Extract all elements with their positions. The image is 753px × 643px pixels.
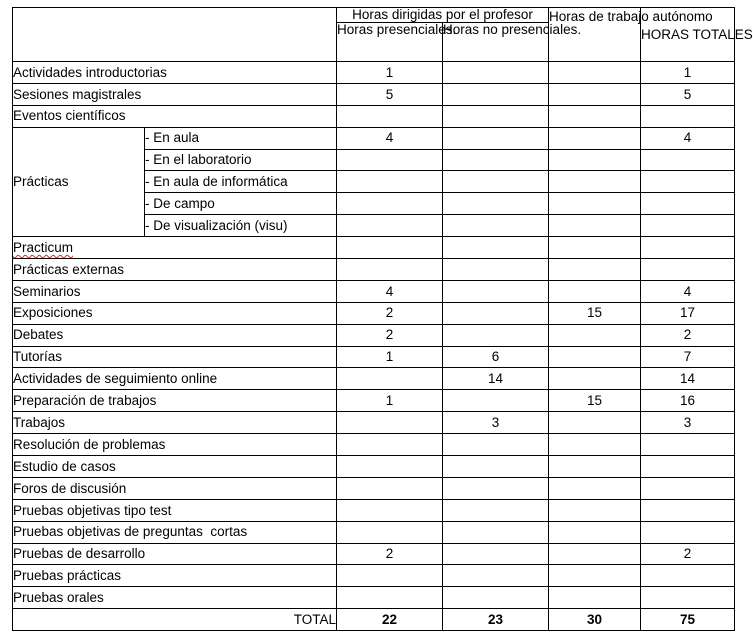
table-row	[13, 456, 735, 478]
cell-total	[641, 237, 735, 259]
cell-total	[641, 193, 735, 215]
cell-autonomo	[549, 477, 641, 499]
practicum-label: Practicum	[13, 239, 74, 255]
cell-presenciales	[337, 171, 443, 193]
table-row	[13, 368, 735, 390]
cell-no-presenciales	[443, 215, 549, 237]
cell-total: 2	[641, 324, 735, 346]
sub-row-label: - En aula	[145, 127, 337, 149]
cell-total	[641, 456, 735, 478]
cell-autonomo	[549, 346, 641, 368]
cell-no-presenciales	[443, 127, 549, 149]
cell-total	[641, 149, 735, 171]
table-row	[13, 105, 735, 127]
row-label: Pruebas objetivas tipo test	[13, 499, 337, 521]
cell-no-presenciales	[443, 302, 549, 324]
hours-table-body	[13, 7, 753, 631]
table-row	[13, 390, 735, 412]
cell-no-presenciales	[443, 456, 549, 478]
cell-no-presenciales	[443, 62, 549, 84]
cell-autonomo	[549, 105, 641, 127]
cell-autonomo	[549, 215, 641, 237]
cell-autonomo	[549, 543, 641, 565]
cell-no-presenciales	[443, 499, 549, 521]
cell-no-presenciales	[443, 280, 549, 302]
header-row-1	[13, 8, 735, 23]
table-row	[13, 259, 735, 281]
cell-autonomo	[549, 83, 641, 105]
table-row	[13, 302, 735, 324]
row-label: Sesiones magistrales	[13, 83, 337, 105]
cell-total: 1	[641, 62, 735, 84]
total-total: 75	[641, 609, 735, 631]
cell-no-presenciales	[443, 193, 549, 215]
total-label: TOTAL	[13, 609, 337, 631]
row-label	[13, 237, 337, 259]
hours-table	[12, 7, 753, 631]
cell-total: 14	[641, 368, 735, 390]
header-no-presenciales-cell: Horas no presenciales.	[443, 23, 549, 62]
row-label: Actividades de seguimiento online	[13, 368, 337, 390]
cell-autonomo: 15	[549, 302, 641, 324]
total-no-presenciales: 23	[443, 609, 549, 631]
table-row	[13, 127, 735, 149]
cell-no-presenciales	[443, 105, 549, 127]
cell-no-presenciales	[443, 565, 549, 587]
cell-presenciales	[337, 587, 443, 609]
cell-presenciales	[337, 105, 443, 127]
cell-autonomo	[549, 259, 641, 281]
cell-no-presenciales	[443, 259, 549, 281]
cell-no-presenciales	[443, 390, 549, 412]
cell-no-presenciales	[443, 324, 549, 346]
header-presenciales-cell: Horas presenciales.	[337, 23, 443, 62]
total-presenciales: 22	[337, 609, 443, 631]
cell-autonomo	[549, 499, 641, 521]
cell-total: 5	[641, 83, 735, 105]
total-row	[13, 609, 735, 631]
table-row	[13, 587, 735, 609]
cell-autonomo	[549, 280, 641, 302]
cell-total: 3	[641, 412, 735, 434]
cell-no-presenciales	[443, 237, 549, 259]
cell-presenciales	[337, 149, 443, 171]
cell-presenciales	[337, 237, 443, 259]
cell-presenciales	[337, 565, 443, 587]
cell-presenciales: 1	[337, 62, 443, 84]
row-label: Preparación de trabajos	[13, 390, 337, 412]
cell-autonomo	[549, 149, 641, 171]
row-label: Tutorías	[13, 346, 337, 368]
cell-presenciales	[337, 521, 443, 543]
row-label: Exposiciones	[13, 302, 337, 324]
cell-autonomo	[549, 434, 641, 456]
row-label: Pruebas objetivas de preguntas cortas	[13, 521, 337, 543]
cell-no-presenciales	[443, 83, 549, 105]
row-label: Debates	[13, 324, 337, 346]
cell-presenciales: 2	[337, 302, 443, 324]
table-row	[13, 412, 735, 434]
cell-presenciales	[337, 259, 443, 281]
cell-presenciales: 2	[337, 543, 443, 565]
table-row	[13, 237, 735, 259]
cell-total: 17	[641, 302, 735, 324]
row-label: Pruebas orales	[13, 587, 337, 609]
cell-no-presenciales	[443, 587, 549, 609]
cell-no-presenciales	[443, 434, 549, 456]
cell-no-presenciales: 3	[443, 412, 549, 434]
cell-total	[641, 105, 735, 127]
cell-total	[641, 171, 735, 193]
cell-total	[641, 434, 735, 456]
table-row	[13, 324, 735, 346]
table-row	[13, 565, 735, 587]
table-row	[13, 434, 735, 456]
table-row	[13, 521, 735, 543]
row-label: Seminarios	[13, 280, 337, 302]
cell-autonomo	[549, 127, 641, 149]
cell-total: 7	[641, 346, 735, 368]
sub-row-label: - En aula de informática	[145, 171, 337, 193]
table-row	[13, 62, 735, 84]
header-empty-cell	[13, 8, 337, 62]
cell-presenciales	[337, 193, 443, 215]
cell-autonomo	[549, 587, 641, 609]
cell-no-presenciales	[443, 521, 549, 543]
cell-presenciales	[337, 215, 443, 237]
table-row	[13, 543, 735, 565]
cell-presenciales	[337, 456, 443, 478]
sub-row-label: - De visualización (visu)	[145, 215, 337, 237]
row-label: Prácticas externas	[13, 259, 337, 281]
row-label: Trabajos	[13, 412, 337, 434]
cell-total: 16	[641, 390, 735, 412]
cell-total	[641, 477, 735, 499]
cell-total	[641, 587, 735, 609]
header-autonomo-cell: Horas de trabajo autónomo	[549, 8, 641, 62]
header-totales-cell: HORAS TOTALES	[641, 8, 735, 62]
cell-no-presenciales	[443, 477, 549, 499]
cell-presenciales: 5	[337, 83, 443, 105]
cell-presenciales	[337, 499, 443, 521]
cell-no-presenciales	[443, 149, 549, 171]
row-label: Foros de discusión	[13, 477, 337, 499]
cell-presenciales	[337, 434, 443, 456]
table-row	[13, 83, 735, 105]
cell-presenciales: 1	[337, 346, 443, 368]
cell-no-presenciales: 6	[443, 346, 549, 368]
sub-row-label: - En el laboratorio	[145, 149, 337, 171]
cell-total	[641, 521, 735, 543]
cell-total: 4	[641, 280, 735, 302]
cell-autonomo	[549, 62, 641, 84]
cell-autonomo	[549, 193, 641, 215]
cell-no-presenciales	[443, 171, 549, 193]
row-label: Pruebas de desarrollo	[13, 543, 337, 565]
cell-total	[641, 499, 735, 521]
table-row	[13, 280, 735, 302]
cell-total	[641, 215, 735, 237]
cell-presenciales	[337, 412, 443, 434]
cell-autonomo: 15	[549, 390, 641, 412]
practicas-label: Prácticas	[13, 127, 145, 236]
row-label: Resolución de problemas	[13, 434, 337, 456]
table-row	[13, 499, 735, 521]
cell-presenciales	[337, 368, 443, 390]
cell-autonomo	[549, 412, 641, 434]
header-group-cell: Horas dirigidas por el profesor	[337, 8, 549, 23]
table-row	[13, 477, 735, 499]
cell-autonomo	[549, 237, 641, 259]
cell-autonomo	[549, 565, 641, 587]
cell-autonomo	[549, 521, 641, 543]
cell-autonomo	[549, 324, 641, 346]
cell-no-presenciales	[443, 543, 549, 565]
cell-total	[641, 565, 735, 587]
cell-presenciales: 4	[337, 127, 443, 149]
cell-presenciales: 4	[337, 280, 443, 302]
cell-presenciales: 2	[337, 324, 443, 346]
total-autonomo: 30	[549, 609, 641, 631]
row-label: Estudio de casos	[13, 456, 337, 478]
cell-total: 4	[641, 127, 735, 149]
cell-total: 2	[641, 543, 735, 565]
row-label: Pruebas prácticas	[13, 565, 337, 587]
cell-no-presenciales: 14	[443, 368, 549, 390]
cell-presenciales	[337, 477, 443, 499]
cell-presenciales: 1	[337, 390, 443, 412]
cell-autonomo	[549, 368, 641, 390]
cell-total	[641, 259, 735, 281]
row-label: Actividades introductorias	[13, 62, 337, 84]
sub-row-label: - De campo	[145, 193, 337, 215]
cell-autonomo	[549, 456, 641, 478]
table-row	[13, 346, 735, 368]
row-label: Eventos científicos	[13, 105, 337, 127]
cell-autonomo	[549, 171, 641, 193]
